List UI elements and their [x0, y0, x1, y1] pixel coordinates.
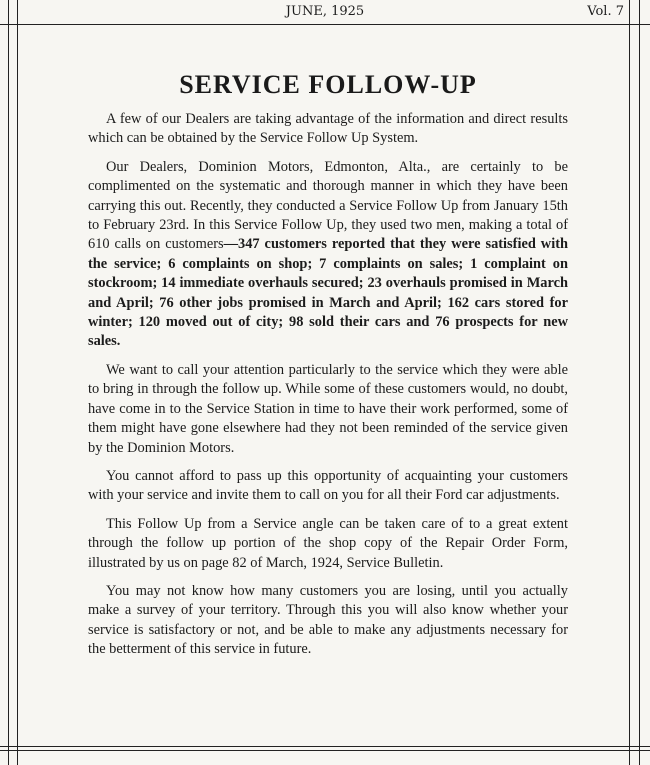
paragraph-dominion-motors-text: Our Dealers, Dominion Motors, Edmonton, Alta., are certainly to be complimented on the systematic and thorough manner in which they have been carrying this out. Recently, they conducted a Service Follow Up from January 15th to February 23rd. In this Service Follow Up, they used two men, making a total of 610 calls on customers	[88, 158, 568, 253]
article	[88, 70, 568, 669]
paragraph-repair-order: This Follow Up from a Service angle can be taken care of to a great extent through the follow up portion of the shop copy of the Repair Order Form, illustrated by us on page 82 of March, 1924, Service Bulletin.	[88, 515, 568, 571]
follow-up-results: —347 customers reported that they were satisfied with the service; 6 complaints on shop; 7 complaints on sales; 1 complaint on stockroom; 14 immediate overhauls secured; 23 overhauls promised in March and April; 76 other jobs promised in March and April; 162 cars stored for winter; 120 moved out of city; 98 sold their cars and 76 prospects for new sales.	[88, 236, 568, 350]
footer-rule-top	[0, 746, 650, 747]
paragraph-survey: You may not know how many customers you are losing, until you actually make a survey of your territory. Through this you will also know whether your service is satisfactory or not, and be able to make any adjustments necessary for the betterment of this service in future.	[88, 582, 568, 658]
page-header	[0, 0, 650, 24]
paragraph-dominion-motors	[88, 158, 568, 352]
volume-number: Vol. 7	[587, 4, 624, 19]
issue-date: JUNE, 1925	[285, 4, 365, 19]
footer-rule-bottom	[0, 750, 650, 751]
paragraph-opportunity: You cannot afford to pass up this opportunity of acquainting your customers with your service and invite them to call on you for all their Ford car adjustments.	[88, 467, 568, 504]
left-border-inner	[17, 0, 18, 765]
right-border-outer	[639, 0, 640, 765]
paragraph-intro: A few of our Dealers are taking advantage of the information and direct results which can be obtained by the Service Follow Up System.	[88, 111, 568, 147]
paragraph-attention: We want to call your attention particularly to the service which they were able to bring in through the follow up. While some of these customers would, no doubt, have come in to the Service Station in time to have their work performed, some of them might have gone elsewhere had they not been reminded of the service given by the Dominion Motors.	[88, 361, 568, 456]
article-title: SERVICE FOLLOW-UP	[179, 70, 477, 99]
left-border-outer	[8, 0, 9, 765]
right-border-inner	[629, 0, 630, 765]
header-rule	[0, 24, 650, 25]
